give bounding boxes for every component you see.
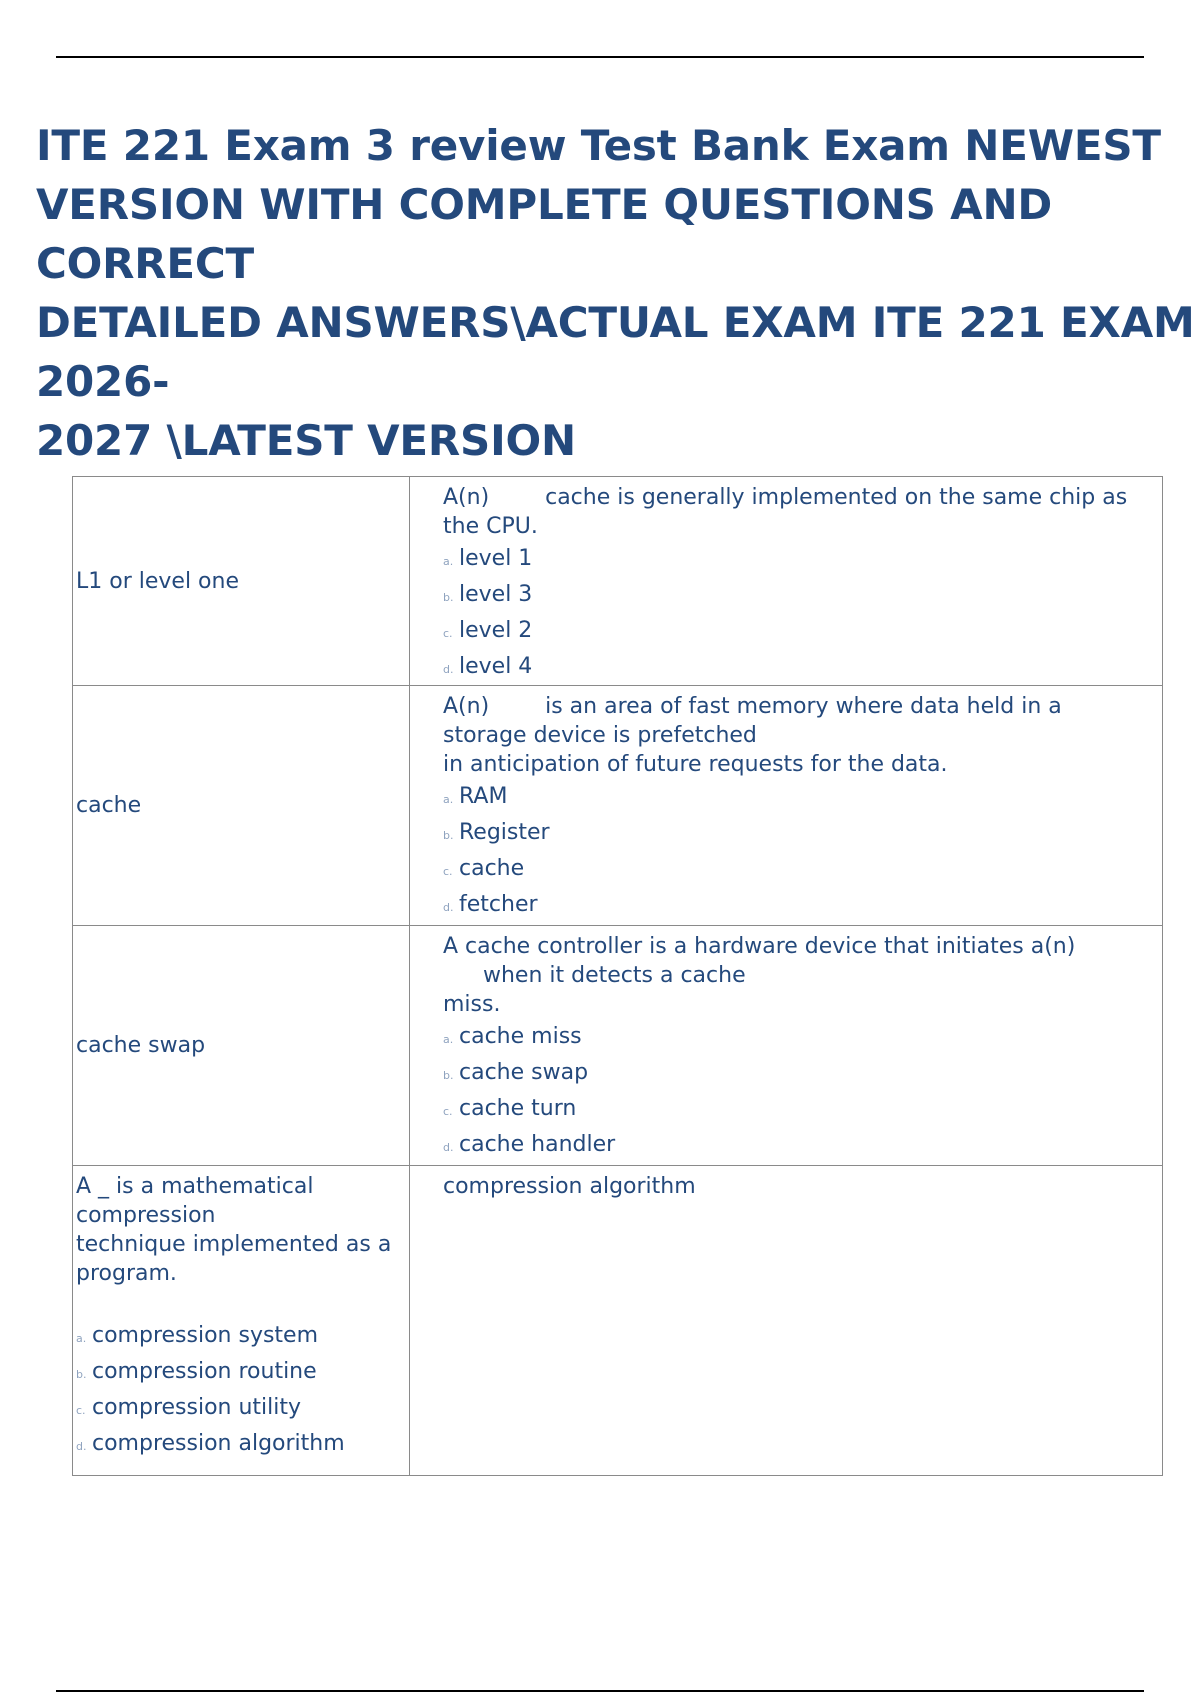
term-text: cache [76, 793, 142, 818]
option-b: b. cache swap [443, 1060, 589, 1085]
option-a: a. level 1 [443, 546, 533, 571]
term-cell [73, 926, 410, 1166]
option-c: c. level 2 [443, 618, 533, 643]
option-a: a. compression system [76, 1323, 319, 1348]
option-c: c. compression utility [76, 1395, 302, 1420]
question-line: program. [76, 1261, 177, 1286]
option-d: d. level 4 [443, 654, 533, 679]
question-cell [410, 477, 1163, 686]
option-c: c. cache [443, 856, 525, 881]
answer-text: compression algorithm [443, 1174, 696, 1199]
term-text: cache swap [76, 1033, 206, 1058]
option-d: d. cache handler [443, 1132, 616, 1157]
qa-table [72, 476, 1163, 1476]
question-line: technique implemented as a [76, 1232, 392, 1257]
term-cell [73, 477, 410, 686]
question-cell [410, 686, 1163, 926]
bottom-rule [56, 1690, 1144, 1692]
question-line: miss. [443, 992, 501, 1017]
term-cell [73, 686, 410, 926]
option-d: d. compression algorithm [76, 1431, 345, 1456]
table-row [73, 477, 1163, 686]
option-b: b. level 3 [443, 582, 533, 607]
table-row [73, 686, 1163, 926]
document-title: ITE 221 Exam 3 review Test Bank Exam NEWEST VERSION WITH COMPLETE QUESTIONS AND CORRECT DETAILED ANSWERS\ACTUAL EXAM ITE 221 EXAM 2026- 2027 \LATEST VERSION [36, 121, 1195, 465]
option-b: b. Register [443, 820, 550, 845]
question-line: storage device is prefetched [443, 723, 757, 748]
option-b: b. compression routine [76, 1359, 317, 1384]
question-line: the CPU. [443, 514, 538, 539]
question-line: A(n) cache is generally implemented on the same chip as [443, 485, 1128, 510]
question-line: A(n) is an area of fast memory where data held in a [443, 694, 1062, 719]
question-cell [410, 926, 1163, 1166]
answer-cell [410, 1166, 1163, 1476]
option-d: d. fetcher [443, 892, 538, 917]
question-line: compression [76, 1203, 216, 1228]
table-row [73, 1166, 1163, 1476]
question-line: when it detects a cache [483, 963, 746, 988]
question-line: in anticipation of future requests for the data. [443, 752, 948, 777]
option-c: c. cache turn [443, 1096, 577, 1121]
question-line: A cache controller is a hardware device that initiates a(n) [443, 934, 1076, 959]
option-a: a. RAM [443, 784, 508, 809]
question-line: A _ is a mathematical [76, 1174, 314, 1199]
top-rule [56, 56, 1144, 58]
table-row [73, 926, 1163, 1166]
term-text: L1 or level one [76, 568, 239, 594]
option-a: a. cache miss [443, 1024, 582, 1049]
question-cell [73, 1166, 410, 1476]
